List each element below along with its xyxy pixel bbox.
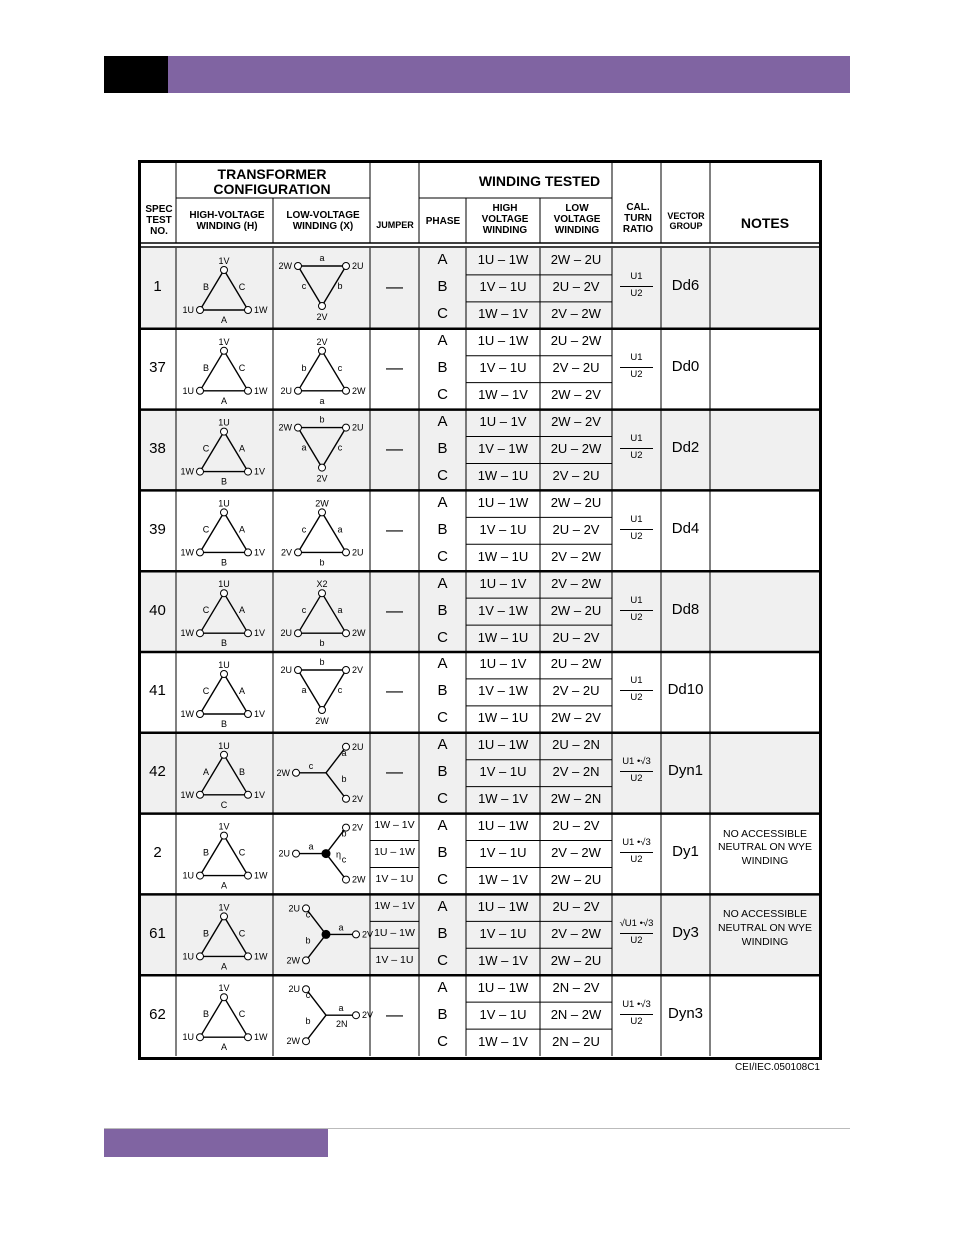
- phase-cell: B: [437, 359, 448, 377]
- phase-cell: C: [437, 628, 448, 646]
- hv-winding-cell: 1W – 1U: [477, 548, 529, 564]
- jumper-cell: —: [386, 762, 403, 782]
- hv-terminal-label: 1V: [254, 547, 266, 558]
- vector-group-cell: Dy3: [672, 923, 699, 941]
- lv-winding-cell: 2V – 2W: [551, 575, 601, 591]
- hv-phase-label: A: [238, 686, 246, 696]
- hv-winding-cell: 1W – 1V: [478, 387, 528, 403]
- hv-phase-label: A: [220, 1042, 228, 1053]
- turn-ratio-numerator: U1: [630, 352, 643, 364]
- reference-code: CEI/IEC.050108C1: [734, 1062, 820, 1073]
- hv-terminal-label: 1U: [218, 579, 230, 590]
- lv-winding-cell: 2U – 2V: [552, 521, 600, 537]
- hv-terminal-label: 1W: [254, 305, 268, 315]
- lv-phase-label: a: [301, 442, 307, 453]
- hv-phase-label: A: [238, 443, 246, 454]
- hv-phase-label: C: [238, 928, 246, 939]
- phase-cell: B: [437, 601, 448, 619]
- spec-test-number: 40: [149, 601, 166, 619]
- lv-phase-label: c: [337, 685, 343, 695]
- hv-phase-label: C: [238, 1009, 246, 1020]
- vector-group-cell: Dd2: [671, 439, 700, 456]
- hv-winding-cell: 1W – 1V: [478, 791, 528, 807]
- hv-phase-label: C: [220, 799, 228, 810]
- lv-neutral-label: 2N: [336, 1019, 348, 1030]
- lv-winding-cell: 2N – 2W: [550, 1006, 602, 1022]
- phase-cell: A: [437, 655, 448, 673]
- hv-winding-cell: 1U – 1W: [477, 333, 529, 349]
- lv-phase-label: b: [319, 657, 325, 667]
- phase-cell: C: [437, 1032, 448, 1050]
- hv-terminal-label: 1V: [218, 821, 230, 832]
- hv-phase-label: A: [202, 766, 210, 777]
- turn-ratio-denominator: U2: [630, 288, 643, 300]
- hv-phase-label: A: [238, 605, 246, 616]
- lv-phase-label: c: [301, 281, 307, 291]
- phase-cell: C: [437, 386, 448, 404]
- lv-phase-label: b: [341, 773, 347, 784]
- hv-winding-cell: 1V – 1U: [479, 764, 527, 780]
- vector-group-cell: Dd8: [671, 600, 700, 618]
- hv-winding-cell: 1U – 1V: [479, 414, 527, 430]
- lv-winding-cell: 2V – 2U: [552, 467, 600, 483]
- hv-phase-label: C: [238, 282, 246, 292]
- hv-winding-cell: 1W – 1U: [477, 629, 529, 645]
- spec-test-number: 37: [149, 359, 166, 377]
- lv-phase-label: b: [319, 557, 325, 568]
- vector-group-cell: Dd10: [667, 681, 704, 699]
- hv-terminal-label: 1V: [254, 466, 266, 477]
- jumper-cell: 1V – 1U: [375, 872, 414, 885]
- lv-winding-cell: 2V – 2W: [551, 925, 601, 941]
- lv-terminal-label: 2V: [316, 473, 328, 484]
- hv-phase-label: C: [238, 362, 246, 373]
- lv-terminal-label: 2W: [286, 1036, 300, 1047]
- lv-winding-cell: 2W – 2V: [551, 387, 601, 403]
- vector-group-cell: Dyn3: [667, 1004, 704, 1022]
- hv-terminal-label: 1U: [218, 660, 230, 670]
- hv-winding-cell: 1W – 1V: [478, 871, 528, 887]
- lv-winding-cell: 2W – 2U: [550, 871, 602, 887]
- phase-cell: C: [437, 547, 448, 565]
- jumper-cell: —: [386, 519, 403, 539]
- phase-cell: A: [437, 332, 448, 350]
- jumper-cell: —: [386, 1004, 403, 1024]
- hv-phase-label: B: [220, 557, 228, 568]
- phase-cell: C: [437, 790, 448, 808]
- header-low-voltage: LOW VOLTAGE WINDING: [553, 203, 601, 236]
- hv-winding-cell: 1U – 1W: [477, 494, 529, 510]
- turn-ratio-numerator: U1 •√3: [622, 998, 651, 1010]
- lv-terminal-label: 2V: [316, 312, 328, 322]
- lv-winding-cell: 2U – 2V: [552, 629, 600, 645]
- lv-phase-label: a: [301, 685, 307, 695]
- hv-phase-label: C: [202, 443, 210, 454]
- phase-cell: A: [437, 413, 448, 431]
- phase-cell: B: [437, 1005, 448, 1023]
- hv-phase-label: B: [202, 847, 210, 858]
- phase-cell: A: [437, 736, 448, 754]
- spec-test-number: 61: [149, 924, 166, 942]
- hv-terminal-label: 1V: [254, 789, 266, 800]
- header-notes: NOTES: [740, 215, 790, 231]
- hv-phase-label: A: [220, 961, 228, 972]
- header-low-voltage-winding: LOW-VOLTAGE WINDING (X): [286, 210, 360, 232]
- lv-terminal-label: 2U: [352, 261, 364, 271]
- lv-phase-label: a: [337, 605, 343, 616]
- hv-winding-cell: 1V – 1U: [479, 279, 527, 295]
- hv-terminal-label: 1V: [254, 628, 266, 639]
- turn-ratio-denominator: U2: [630, 692, 643, 704]
- turn-ratio-denominator: U2: [630, 369, 643, 381]
- lv-terminal-label: 2W: [315, 716, 329, 726]
- hv-phase-label: B: [202, 928, 210, 939]
- hv-terminal-label: 1U: [182, 305, 194, 315]
- lv-winding-cell: 2V – 2U: [552, 360, 600, 376]
- phase-cell: B: [437, 924, 448, 942]
- hv-winding-cell: 1U – 1W: [477, 252, 529, 268]
- jumper-cell: —: [386, 358, 403, 378]
- turn-ratio-denominator: U2: [630, 450, 643, 461]
- phase-cell: B: [437, 278, 448, 296]
- hv-winding-cell: 1U – 1W: [477, 898, 529, 914]
- hv-phase-label: B: [220, 719, 228, 729]
- lv-terminal-label: 2W: [352, 628, 366, 639]
- jumper-cell: 1V – 1U: [375, 953, 414, 966]
- hv-terminal-label: 1U: [218, 417, 230, 428]
- lv-phase-label: b: [337, 281, 343, 291]
- turn-ratio-numerator: √U1 •√3: [619, 917, 654, 929]
- lv-phase-label: b: [341, 828, 347, 839]
- turn-ratio-numerator: U1 •√3: [622, 837, 651, 848]
- hv-terminal-label: 1V: [218, 902, 230, 913]
- hv-terminal-label: 1U: [182, 951, 194, 962]
- hv-winding-cell: 1U – 1V: [479, 656, 527, 672]
- turn-ratio-denominator: U2: [630, 530, 643, 542]
- phase-cell: B: [437, 682, 448, 700]
- hv-phase-label: C: [202, 605, 210, 616]
- hv-terminal-label: 1U: [218, 498, 230, 509]
- phase-cell: B: [437, 844, 448, 861]
- spec-test-number: 2: [153, 844, 162, 861]
- lv-winding-cell: 2W – 2V: [551, 414, 601, 430]
- turn-ratio-denominator: U2: [630, 773, 643, 785]
- hv-phase-label: A: [220, 880, 228, 891]
- spec-test-number: 62: [149, 1005, 166, 1023]
- lv-terminal-label: 2V: [362, 929, 374, 940]
- notes-cell: NO ACCESSIBLE NEUTRAL ON WYE WINDING: [717, 908, 813, 948]
- hv-terminal-label: 1W: [180, 628, 194, 639]
- lv-winding-cell: 2U – 2V: [552, 818, 600, 834]
- lv-terminal-label: 2V: [362, 1010, 374, 1021]
- hv-winding-cell: 1W – 1V: [478, 952, 528, 968]
- lv-winding-cell: 2V – 2W: [551, 845, 601, 860]
- header-transformer-configuration: TRANSFORMER CONFIGURATION: [213, 166, 331, 198]
- table-border: [138, 160, 822, 1060]
- turn-ratio-numerator: U1: [630, 513, 643, 525]
- lv-winding-cell: 2N – 2V: [552, 979, 600, 995]
- jumper-cell: —: [386, 439, 403, 458]
- lv-winding-cell: 2V – 2N: [552, 764, 600, 780]
- lv-phase-label: c: [341, 854, 347, 865]
- hv-winding-cell: 1U – 1W: [477, 818, 529, 834]
- hv-phase-label: C: [238, 847, 246, 858]
- spec-test-number: 42: [149, 763, 166, 781]
- hv-phase-label: B: [202, 362, 210, 373]
- lv-terminal-label: 2U: [352, 741, 364, 752]
- lv-phase-label: b: [319, 414, 325, 425]
- hv-winding-cell: 1V – 1U: [479, 925, 527, 941]
- phase-cell: A: [437, 574, 448, 592]
- spec-test-number: 38: [149, 440, 166, 457]
- lv-terminal-label: 2W: [286, 955, 300, 966]
- hv-winding-cell: 1W – 1U: [477, 467, 529, 483]
- jumper-cell: —: [386, 681, 403, 701]
- turn-ratio-denominator: U2: [630, 1015, 643, 1027]
- lv-phase-label: a: [338, 1003, 344, 1014]
- header-spec-test-no: SPEC TEST NO.: [145, 204, 173, 237]
- header-jumper: JUMPER: [376, 220, 414, 230]
- hv-terminal-label: 1U: [218, 740, 230, 751]
- phase-cell: A: [437, 251, 448, 269]
- phase-cell: B: [437, 520, 448, 538]
- vector-group-cell: Dd0: [671, 358, 700, 376]
- hv-phase-label: B: [220, 638, 228, 649]
- lv-winding-cell: 2V – 2W: [551, 306, 601, 322]
- lv-winding-cell: 2W – 2U: [550, 494, 602, 510]
- hv-terminal-label: 1W: [180, 547, 194, 558]
- lv-phase-label: c: [301, 524, 307, 535]
- lv-phase-label: b: [319, 638, 325, 649]
- hv-winding-cell: 1W – 1V: [478, 306, 528, 322]
- lv-phase-label: c: [337, 362, 343, 373]
- hv-phase-label: A: [238, 524, 246, 535]
- hv-terminal-label: 1W: [180, 789, 194, 800]
- hv-winding-cell: 1V – 1U: [479, 360, 527, 376]
- header-cal-turn-ratio: CAL. TURN RATIO: [622, 202, 654, 235]
- lv-winding-cell: 2U – 2V: [552, 898, 600, 914]
- footer-bar: [104, 1129, 328, 1157]
- phase-cell: C: [437, 870, 448, 888]
- phase-cell: C: [437, 709, 448, 727]
- spec-test-number: 39: [149, 520, 166, 538]
- jumper-cell: 1W – 1V: [374, 899, 415, 912]
- lv-terminal-label: 2U: [280, 385, 292, 396]
- lv-terminal-label: 2V: [352, 665, 364, 675]
- lv-terminal-label: 2W: [352, 874, 366, 885]
- hv-phase-label: B: [202, 282, 210, 292]
- lv-phase-label: c: [301, 605, 307, 616]
- notes-cell: NO ACCESSIBLE NEUTRAL ON WYE WINDING: [717, 827, 813, 867]
- header-winding-tested: WINDING TESTED: [478, 173, 601, 189]
- lv-terminal-label: X2: [316, 579, 328, 590]
- lv-terminal-label: 2W: [278, 422, 292, 433]
- phase-cell: C: [437, 305, 448, 323]
- vector-group-cell: Dd4: [671, 519, 700, 537]
- hv-winding-cell: 1V – 1U: [479, 1006, 527, 1022]
- hv-phase-label: C: [202, 686, 210, 696]
- lv-winding-cell: 2U – 2V: [552, 279, 600, 295]
- lv-terminal-label: 2U: [278, 848, 290, 859]
- lv-terminal-label: 2U: [352, 547, 364, 558]
- header-high-voltage: HIGH VOLTAGE WINDING: [481, 203, 529, 236]
- hv-winding-cell: 1V – 1W: [478, 602, 528, 618]
- hv-winding-cell: 1V – 1U: [479, 845, 527, 860]
- jumper-cell: 1U – 1W: [374, 926, 415, 939]
- hv-terminal-label: 1W: [180, 466, 194, 477]
- lv-terminal-label: 2W: [315, 498, 329, 509]
- lv-terminal-label: 2U: [352, 422, 364, 433]
- lv-winding-cell: 2W – 2U: [550, 952, 602, 968]
- lv-phase-label: a: [337, 524, 343, 535]
- vector-group-cell: Dd6: [671, 277, 700, 295]
- header-vector-group: VECTOR GROUP: [667, 211, 705, 231]
- turn-ratio-denominator: U2: [630, 854, 643, 865]
- jumper-cell: 1W – 1V: [374, 819, 415, 832]
- lv-terminal-label: 2W: [276, 767, 290, 778]
- spec-test-number: 41: [149, 682, 166, 700]
- jumper-cell: —: [386, 277, 403, 297]
- turn-ratio-numerator: U1: [630, 594, 643, 606]
- hv-terminal-label: 1V: [218, 336, 230, 347]
- lv-phase-label: a: [308, 841, 314, 852]
- lv-terminal-label: 2V: [352, 822, 364, 833]
- hv-winding-cell: 1U – 1W: [477, 979, 529, 995]
- lv-winding-cell: 2N – 2U: [552, 1033, 600, 1049]
- lv-terminal-label: 2U: [288, 984, 300, 995]
- lv-phase-label: a: [319, 395, 325, 406]
- jumper-cell: —: [386, 600, 403, 620]
- hv-phase-label: B: [202, 1009, 210, 1020]
- hv-winding-cell: 1W – 1U: [477, 710, 529, 726]
- lv-phase-label: c: [305, 909, 311, 920]
- hv-winding-cell: 1V – 1W: [478, 683, 528, 699]
- hv-phase-label: C: [202, 524, 210, 535]
- lv-phase-label: a: [338, 922, 344, 933]
- lv-winding-cell: 2U – 2W: [550, 333, 602, 349]
- hv-winding-cell: 1V – 1U: [479, 521, 527, 537]
- lv-phase-label: c: [308, 760, 314, 771]
- lv-terminal-label: 2U: [280, 665, 292, 675]
- turn-ratio-numerator: U1: [630, 675, 643, 687]
- lv-winding-cell: 2U – 2W: [550, 656, 602, 672]
- turn-ratio-numerator: U1 •√3: [622, 756, 651, 768]
- hv-winding-cell: 1U – 1V: [479, 575, 527, 591]
- hv-terminal-label: 1U: [182, 870, 194, 881]
- hv-winding-cell: 1W – 1V: [478, 1033, 528, 1049]
- hv-terminal-label: 1W: [254, 870, 268, 881]
- lv-winding-cell: 2W – 2V: [551, 710, 601, 726]
- phase-cell: C: [437, 951, 448, 969]
- lv-winding-cell: 2V – 2W: [551, 548, 601, 564]
- lv-phase-label: b: [301, 362, 307, 373]
- lv-neutral-label: η: [336, 849, 342, 860]
- hv-winding-cell: 1V – 1W: [478, 441, 528, 456]
- phase-cell: A: [437, 493, 448, 511]
- hv-terminal-label: 1W: [254, 1032, 268, 1043]
- turn-ratio-numerator: U1: [630, 271, 643, 283]
- hv-winding-cell: 1U – 1W: [477, 737, 529, 753]
- hv-terminal-label: 1W: [254, 385, 268, 396]
- vector-group-cell: Dyn1: [667, 762, 704, 780]
- hv-phase-label: A: [220, 315, 228, 325]
- header-high-voltage-winding: HIGH-VOLTAGE WINDING (H): [189, 210, 265, 232]
- spec-test-number: 1: [153, 278, 162, 296]
- lv-phase-label: a: [341, 747, 347, 758]
- phase-cell: A: [437, 817, 448, 835]
- phase-cell: C: [437, 466, 448, 484]
- lv-winding-cell: 2V – 2U: [552, 683, 600, 699]
- vector-group-cell: Dy1: [672, 843, 699, 860]
- jumper-cell: 1U – 1W: [374, 846, 415, 858]
- hv-phase-label: B: [238, 766, 246, 777]
- lv-terminal-label: 2U: [280, 628, 292, 639]
- lv-phase-label: a: [319, 253, 325, 263]
- hv-terminal-label: 1U: [182, 385, 194, 396]
- phase-cell: B: [437, 763, 448, 781]
- lv-terminal-label: 2V: [316, 336, 328, 347]
- lv-phase-label: b: [305, 935, 311, 946]
- hv-terminal-label: 1W: [254, 951, 268, 962]
- lv-terminal-label: 2W: [278, 261, 292, 271]
- lv-terminal-label: 2V: [352, 793, 364, 804]
- lv-winding-cell: 2U – 2N: [552, 737, 600, 753]
- lv-phase-label: b: [305, 1016, 311, 1027]
- phase-cell: A: [437, 978, 448, 996]
- phase-cell: B: [437, 440, 448, 457]
- lv-phase-label: c: [305, 990, 311, 1001]
- hv-phase-label: A: [220, 395, 228, 406]
- hv-terminal-label: 1U: [182, 1032, 194, 1043]
- lv-phase-label: c: [337, 442, 343, 453]
- lv-winding-cell: 2W – 2N: [550, 791, 602, 807]
- lv-terminal-label: 2W: [352, 385, 366, 396]
- header-phase: PHASE: [425, 216, 461, 227]
- phase-cell: A: [437, 897, 448, 915]
- lv-terminal-label: 2V: [280, 547, 292, 558]
- turn-ratio-denominator: U2: [630, 934, 643, 946]
- hv-terminal-label: 1V: [254, 709, 266, 719]
- turn-ratio-denominator: U2: [630, 611, 643, 623]
- lv-terminal-label: 2U: [288, 903, 300, 914]
- hv-terminal-label: 1V: [218, 256, 230, 266]
- hv-terminal-label: 1W: [180, 709, 194, 719]
- turn-ratio-numerator: U1: [630, 433, 643, 444]
- lv-winding-cell: 2W – 2U: [550, 602, 602, 618]
- hv-terminal-label: 1V: [218, 983, 230, 994]
- hv-phase-label: B: [220, 476, 228, 487]
- lv-winding-cell: 2U – 2W: [550, 441, 602, 456]
- lv-winding-cell: 2W – 2U: [550, 252, 602, 268]
